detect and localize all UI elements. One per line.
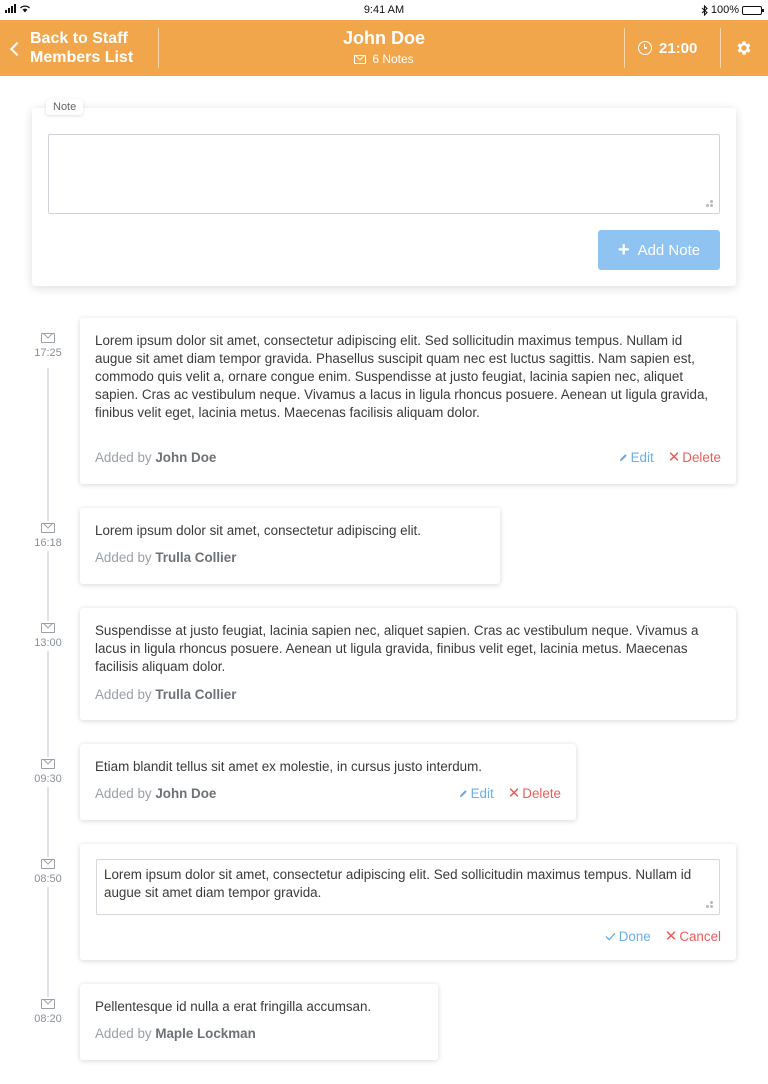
timeline-line	[47, 368, 49, 998]
envelope-icon	[41, 859, 55, 869]
added-by-label: Added by	[95, 550, 152, 565]
note-footer	[95, 450, 721, 465]
note-actions	[459, 786, 561, 801]
timeline-marker	[26, 857, 70, 887]
timeline-marker	[26, 331, 70, 361]
note-field-label: Note	[46, 99, 83, 115]
note-time: 13:00	[34, 637, 62, 649]
envelope-icon	[41, 623, 55, 633]
header-divider	[158, 28, 159, 68]
status-bar	[0, 0, 768, 20]
note-card	[80, 508, 500, 584]
close-icon: ✕	[667, 449, 681, 466]
check-icon	[605, 932, 616, 941]
status-time: 9:41 AM	[363, 4, 405, 16]
done-button[interactable]	[605, 929, 651, 944]
note-time: 08:20	[34, 1013, 62, 1025]
note-time: 08:50	[34, 873, 62, 885]
note-author	[95, 450, 216, 465]
pencil-icon	[459, 789, 468, 798]
envelope-icon	[41, 999, 55, 1009]
note-card	[80, 984, 438, 1060]
cancel-button[interactable]	[665, 929, 721, 944]
add-note-label: Add Note	[637, 241, 701, 259]
delete-button[interactable]	[668, 450, 721, 465]
author-name: John Doe	[155, 786, 217, 801]
gear-icon[interactable]	[735, 39, 753, 57]
status-right	[701, 4, 762, 16]
resize-handle-icon[interactable]	[706, 200, 714, 208]
done-label: Done	[618, 929, 651, 944]
note-card	[80, 608, 736, 720]
note-author	[95, 550, 236, 565]
close-icon: ✕	[507, 785, 521, 802]
author-name: Trulla Collier	[155, 687, 237, 702]
resize-handle-icon[interactable]	[706, 901, 714, 909]
new-note-card	[32, 101, 736, 286]
note-footer	[95, 687, 721, 702]
back-label: Back to Staff Members List	[30, 30, 134, 66]
back-button[interactable]	[12, 20, 148, 76]
note-edit-footer	[95, 929, 721, 944]
edit-button[interactable]	[619, 450, 654, 465]
note-card	[80, 318, 736, 484]
author-name: John Doe	[155, 450, 217, 465]
note-text: Pellentesque id nulla a erat fringilla accumsan.	[95, 999, 372, 1014]
header-title-group	[200, 28, 568, 66]
envelope-icon	[41, 333, 55, 343]
timer-value: 21:00	[659, 39, 698, 57]
delete-label: Delete	[682, 450, 721, 465]
app-header	[0, 20, 768, 76]
author-name: Trulla Collier	[155, 550, 237, 565]
note-text: Lorem ipsum dolor sit amet, consectetur adipiscing elit. Sed sollicitudin maximus tempus. Nullam id augue sit amet diam tempor gravida. Phasellus suscipit quam nec est luctus sagittis. Nam sapien est, commodo quis velit a, ornare congue enim. Suspendisse at justo feugiat, lacinia sapien nec, aliquet sapien. Cras ac vestibulum neque. Vivamus a lacus in ligula rhoncus posuere. Aenean ut ligula gravida, finibus velit eget, lacinia metus. Maecenas facilisis aliquam dolor.	[95, 333, 709, 420]
timeline-marker	[26, 757, 70, 787]
note-edit-actions	[605, 929, 721, 944]
note-text: Lorem ipsum dolor sit amet, consectetur adipiscing elit.	[95, 523, 421, 538]
battery-icon	[742, 6, 762, 15]
plus-icon: +	[617, 239, 630, 261]
delete-button[interactable]	[508, 786, 561, 801]
notes-count	[200, 52, 568, 66]
note-actions	[619, 450, 721, 465]
note-card-editing	[80, 844, 736, 960]
added-by-label: Added by	[95, 1026, 152, 1041]
timeline-marker	[26, 521, 70, 551]
timeline-marker	[26, 621, 70, 651]
added-by-label: Added by	[95, 786, 152, 801]
header-divider	[720, 28, 721, 68]
note-time: 16:18	[34, 537, 62, 549]
note-time: 17:25	[34, 347, 62, 359]
note-author	[95, 687, 236, 702]
close-icon: ✕	[664, 928, 678, 945]
edit-button[interactable]	[459, 786, 494, 801]
envelope-icon	[41, 523, 55, 533]
note-input[interactable]	[48, 134, 720, 214]
pencil-icon	[619, 453, 628, 462]
header-divider	[624, 28, 625, 68]
note-footer	[95, 1026, 423, 1041]
note-author	[95, 1026, 256, 1041]
page-title: John Doe	[342, 28, 425, 48]
note-footer	[95, 786, 561, 801]
author-name: Maple Lockman	[155, 1026, 256, 1041]
note-text: Suspendisse at justo feugiat, lacinia sapien nec, aliquet sapien. Cras ac vestibulum neque. Vivamus a lacus in ligula rhoncus posuere. Aenean ut ligula gravida, finibus velit eget, lacinia metus. Maecenas facilisis aliquam dolor.	[95, 623, 699, 674]
battery-percent: 100%	[710, 4, 739, 16]
note-time: 09:30	[34, 773, 62, 785]
delete-label: Delete	[522, 786, 561, 801]
note-author	[95, 786, 216, 801]
edit-label: Edit	[630, 450, 654, 465]
timer	[638, 20, 697, 76]
added-by-label: Added by	[95, 687, 152, 702]
note-text: Etiam blandit tellus sit amet ex molestie, in cursus justo interdum.	[95, 759, 483, 774]
notes-count-label: 6 Notes	[372, 52, 414, 66]
envelope-icon	[354, 55, 366, 64]
note-footer	[95, 550, 485, 565]
bluetooth-icon	[701, 5, 708, 16]
cancel-label: Cancel	[679, 929, 721, 944]
note-edit-input[interactable]: Lorem ipsum dolor sit amet, consectetur adipiscing elit. Sed sollicitudin maximus tempus. Nullam id augue sit amet diam tempor gravida.	[96, 859, 720, 915]
clock-icon	[638, 41, 652, 55]
envelope-icon	[41, 759, 55, 769]
add-note-button[interactable]	[598, 230, 720, 270]
timeline-marker	[26, 997, 70, 1027]
added-by-label: Added by	[95, 450, 152, 465]
edit-label: Edit	[470, 786, 494, 801]
note-card	[80, 744, 576, 820]
chevron-left-icon	[10, 41, 24, 55]
